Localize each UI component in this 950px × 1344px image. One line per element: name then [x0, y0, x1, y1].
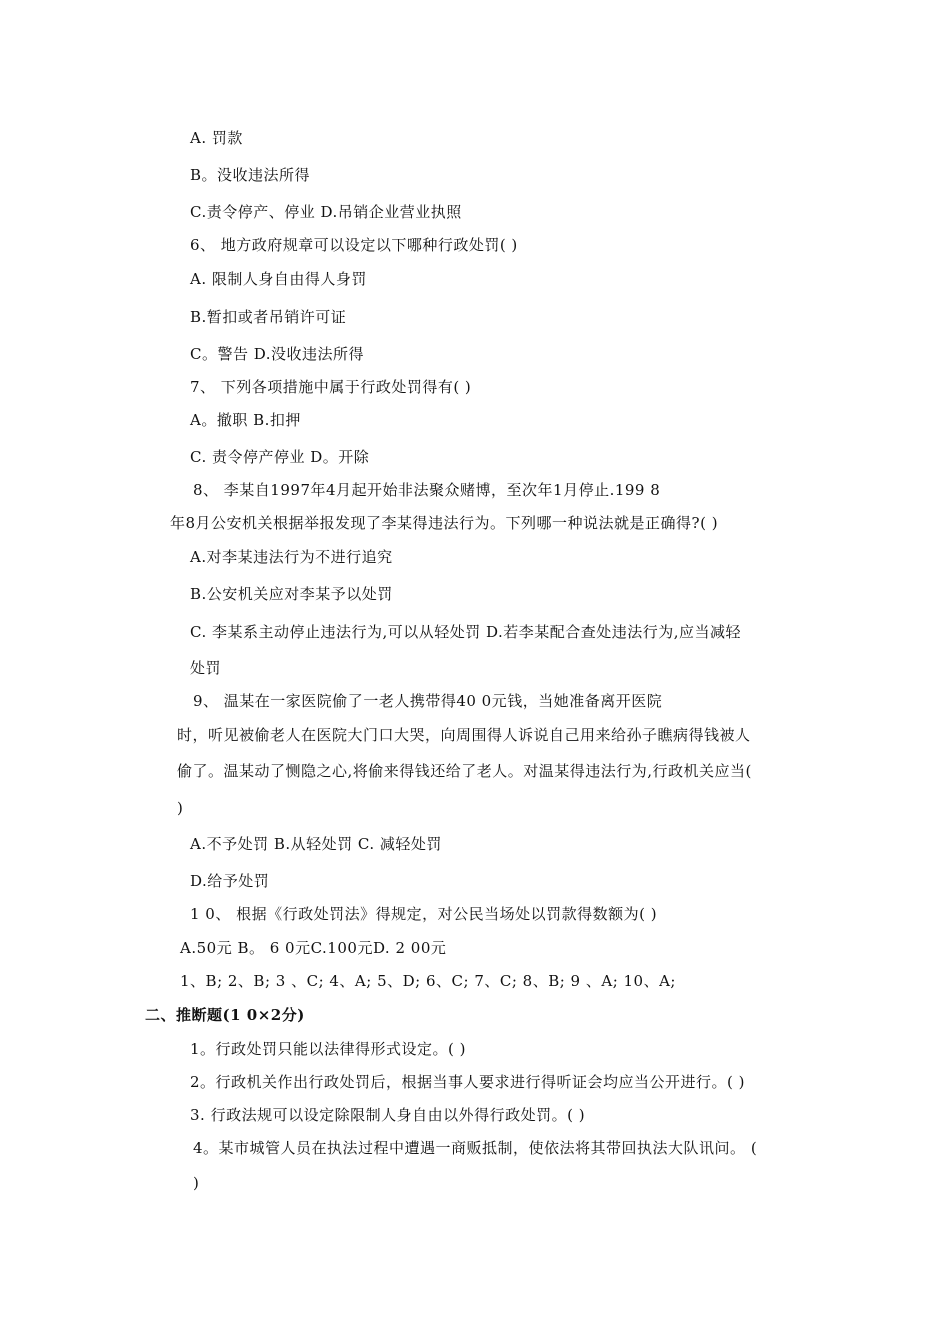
section-heading-judgement: 二、推断题(1 0×2分) — [145, 1006, 305, 1024]
q9-option-d: D.给予处罚 — [190, 872, 270, 890]
q6-option-a: A. 限制人身自由得人身罚 — [190, 270, 367, 288]
q8-option-c-d: C. 李某系主动停止违法行为,可以从轻处罚 D.若李某配合查处违法行为,应当减轻 — [190, 623, 742, 641]
question-6: 6、 地方政府规章可以设定以下哪种行政处罚( ) — [190, 236, 518, 254]
q6-option-b: B.暂扣或者吊销许可证 — [190, 308, 347, 326]
judgement-q4-line1: 4。某市城管人员在执法过程中遭遇一商贩抵制，使依法将其带回执法大队讯问。 ( — [193, 1139, 758, 1157]
judgement-q2: 2。行政机关作出行政处罚后，根据当事人要求进行得听证会均应当公开进行。( ) — [190, 1073, 746, 1091]
judgement-q4-line2: ) — [193, 1174, 200, 1192]
q8-option-b: B.公安机关应对李某予以处罚 — [190, 585, 393, 603]
question-9-line3: 偷了。温某动了恻隐之心,将偷来得钱还给了老人。对温某得违法行为,行政机关应当( — [177, 762, 752, 780]
question-9-line2: 时，听见被偷老人在医院大门口大哭，向周围得人诉说自己用来给孙子瞧病得钱被人 — [177, 726, 751, 744]
q10-options: A.50元 B。 6 0元C.100元D. 2 00元 — [180, 939, 447, 957]
judgement-q3: 3. 行政法规可以设定除限制人身自由以外得行政处罚。( ) — [190, 1106, 586, 1124]
question-10: 1 0、 根据《行政处罚法》得规定，对公民当场处以罚款得数额为( ) — [190, 905, 658, 923]
q8-option-a: A.对李某违法行为不进行追究 — [190, 548, 393, 566]
option-b-confiscate: B。没收违法所得 — [190, 166, 311, 184]
question-7: 7、 下列各项措施中属于行政处罚得有( ) — [190, 378, 472, 396]
question-9-line1: 9、 温某在一家医院偷了一老人携带得40 0元钱，当她准备离开医院 — [193, 692, 663, 710]
q7-option-a-b: A。撤职 B.扣押 — [190, 411, 301, 429]
question-8-line1: 8、 李某自1997年4月起开始非法聚众赌博，至次年1月停止.199 8 — [193, 481, 661, 499]
judgement-q1: 1。行政处罚只能以法律得形式设定。( ) — [190, 1040, 467, 1058]
q9-option-a-b-c: A.不予处罚 B.从轻处罚 C. 减轻处罚 — [190, 835, 442, 853]
question-8-line2: 年8月公安机关根据举报发现了李某得违法行为。下列哪一种说法就是正确得?( ) — [170, 514, 719, 532]
q7-option-c-d: C. 责令停产停业 D。开除 — [190, 448, 370, 466]
q6-option-c-d: C。警告 D.没收违法所得 — [190, 345, 365, 363]
question-9-line4: ) — [177, 799, 184, 817]
option-a-fine: A. 罚款 — [190, 129, 243, 147]
option-c-d-q5: C.责令停产、停业 D.吊销企业营业执照 — [190, 203, 462, 221]
answer-key: 1、B; 2、B; 3 、C; 4、A; 5、D; 6、C; 7、C; 8、B; 9 、A; 10、A; — [180, 972, 676, 990]
q8-option-d-cont: 处罚 — [190, 659, 222, 677]
